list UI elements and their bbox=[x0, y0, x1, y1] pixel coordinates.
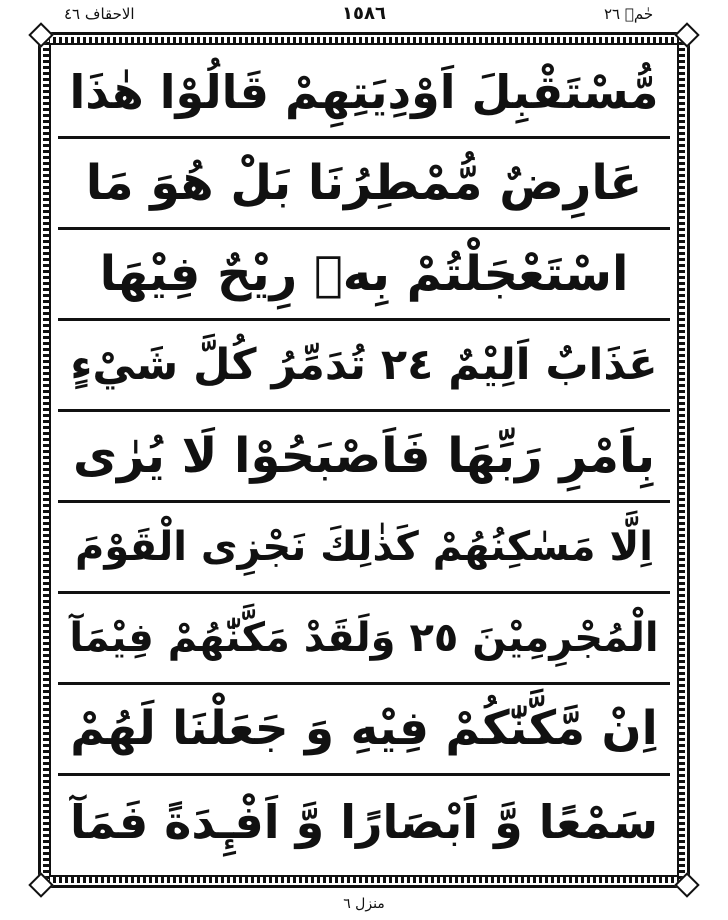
verse-text: بِاَمْرِ رَبِّهَا فَاَصْبَحُوْا لَا يُرٰى bbox=[72, 428, 656, 484]
verse-text: الْمُجْرِمِيْنَ ٢٥ وَلَقَدْ مَكَّنّٰهُمْ فِيْمَآ bbox=[69, 615, 659, 661]
surah-name-header: الاحقاف ٤٦ bbox=[64, 5, 135, 23]
text-line bbox=[58, 594, 670, 685]
verse-text: اِنْ مَّكَّنّٰكُمْ فِيْهِ وَ جَعَلْنَا لَهُمْ bbox=[70, 701, 658, 756]
text-line bbox=[58, 412, 670, 503]
text-line bbox=[58, 776, 670, 867]
page-number: ١٥٨٦ bbox=[342, 3, 386, 24]
border-pattern-right bbox=[679, 35, 685, 885]
verse-text: اِلَّا مَسٰكِنُهُمْ كَذٰلِكَ نَجْزِى الْقَوْمَ bbox=[75, 524, 653, 570]
text-line bbox=[58, 230, 670, 321]
verse-text: سَمْعًا وَّ اَبْصَارًا وَّ اَفْـِٕدَةً فَمَآ bbox=[69, 794, 659, 849]
text-line bbox=[58, 503, 670, 594]
verse-text: عَذَابٌ اَلِيْمٌ ٢٤ تُدَمِّرُ كُلَّ شَيْءٍ bbox=[70, 340, 658, 390]
text-lines bbox=[58, 48, 670, 872]
border-pattern-bottom bbox=[41, 877, 687, 883]
text-line bbox=[58, 321, 670, 412]
verse-text: مُّسْتَقْبِلَ اَوْدِيَتِهِمْ قَالُوْا هٰذَا bbox=[69, 65, 659, 119]
text-line bbox=[58, 48, 670, 139]
text-line bbox=[58, 139, 670, 230]
verse-text: عَارِضٌ مُّمْطِرُنَا بَلْ هُوَ مَا bbox=[85, 155, 643, 211]
verse-text: اسْتَعْجَلْتُمْ بِهٖ رِيْحٌ فِيْهَا bbox=[99, 246, 629, 302]
text-line bbox=[58, 685, 670, 776]
juz-name-header: حٰمۤ ٢٦ bbox=[604, 5, 654, 23]
manzil-footer: منزل ٦ bbox=[343, 896, 385, 912]
